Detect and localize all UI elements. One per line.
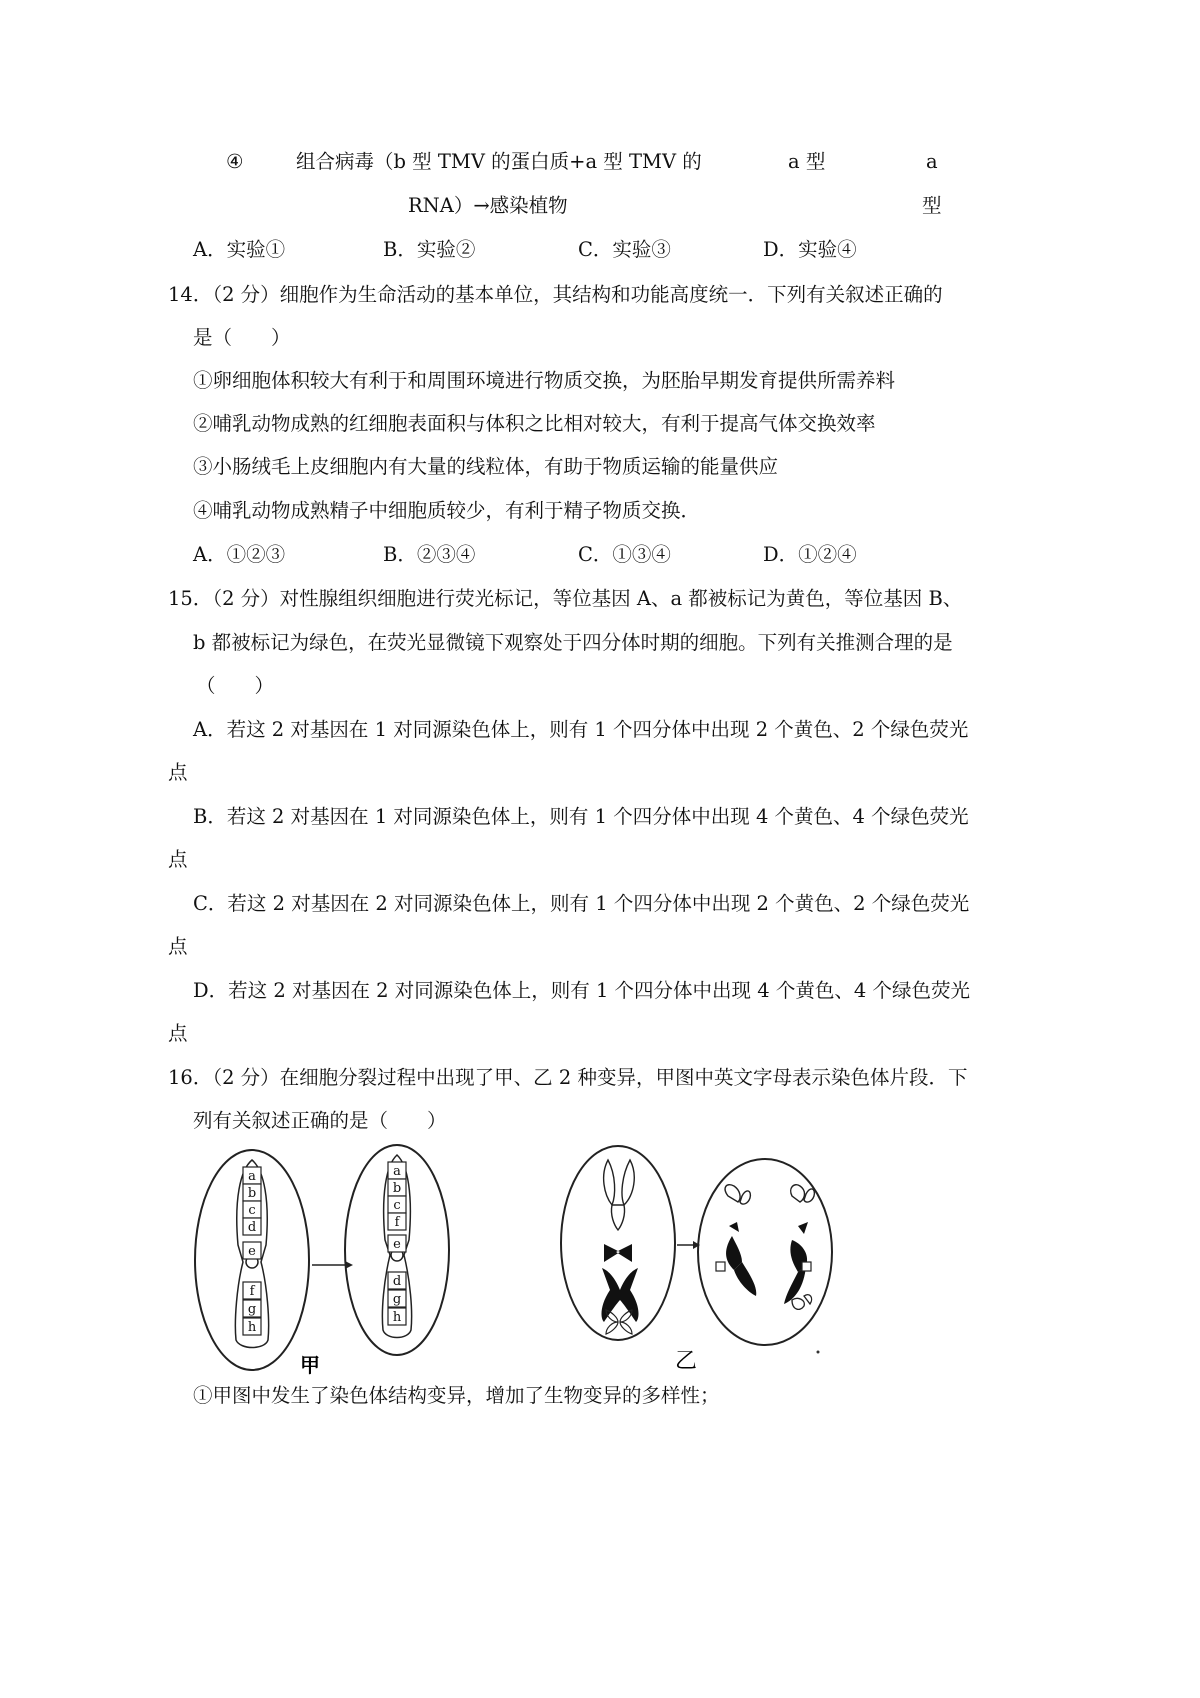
jia-left-segment-label-e: e (248, 1244, 256, 1259)
q15-stem-line3: （ ） (196, 674, 275, 697)
q14-statement-1: ①卵细胞体积较大有利于和周围环境进行物质交换，为胚胎早期发育提供所需养料 (193, 369, 896, 392)
q15-stem-line1: 15．（2 分）对性腺组织细胞进行荧光标记，等位基因 A、a 都被标记为黄色，等位基因 B、 (168, 587, 963, 610)
q14-option-c: C．①③④ (578, 543, 671, 566)
jia-right-segment-label-a: a (393, 1164, 401, 1179)
jia-right-chromosome-segments (388, 1162, 406, 1325)
jia-arrow (312, 1261, 353, 1269)
yi-right-cell (698, 1159, 832, 1345)
jia-left-segment-label-c: c (248, 1203, 256, 1218)
q14-statement-2: ②哺乳动物成熟的红细胞表面积与体积之比相对较大，有利于提高气体交换效率 (193, 412, 876, 435)
table-row-4-number: ④ (226, 150, 244, 173)
q16-stem-line2: 列有关叙述正确的是（ ） (193, 1109, 447, 1132)
jia-right-segment-label-c: c (393, 1198, 401, 1213)
q15-option-d-line1: D．若这 2 对基因在 2 对同源染色体上，则有 1 个四分体中出现 4 个黄色、4 个绿色荧光 (193, 979, 970, 1002)
q15-option-a-line1: A．若这 2 对基因在 1 对同源染色体上，则有 1 个四分体中出现 2 个黄色、2 个绿色荧光 (193, 718, 969, 741)
q14-option-d: D．①②④ (763, 543, 857, 566)
jia-left-segment-label-g: g (247, 1302, 257, 1317)
q16-stem-line1: 16．（2 分）在细胞分裂过程中出现了甲、乙 2 种变异，甲图中英文字母表示染色体片段．下 (168, 1066, 968, 1089)
q14-stem-line2: 是（ ） (193, 326, 291, 349)
jia-left-chromosome-segments (243, 1167, 261, 1335)
jia-right-segment-label-e: e (393, 1237, 401, 1252)
yi-left-cell (561, 1146, 675, 1340)
q15-option-c-line2: 点 (168, 935, 188, 958)
q14-stem-line1: 14．（2 分）细胞作为生命活动的基本单位，其结构和功能高度统一．下列有关叙述正确的 (168, 283, 943, 306)
q13-option-c: C．实验③ (578, 238, 671, 261)
jia-left-segment-label-a: a (248, 1169, 256, 1184)
q15-option-c-line1: C．若这 2 对基因在 2 对同源染色体上，则有 1 个四分体中出现 2 个黄色、2 个绿色荧光 (193, 892, 970, 915)
q15-stem-line2: b 都被标记为绿色，在荧光显微镜下观察处于四分体时期的细胞。下列有关推测合理的是 (193, 631, 953, 654)
jia-left-segment-label-d: d (247, 1220, 257, 1235)
stray-dot (817, 1351, 820, 1354)
table-row-4-description-line2: RNA）→感染植物 (408, 194, 568, 217)
table-row-4-result-col3: a 型 (788, 150, 826, 173)
q15-option-b-line1: B．若这 2 对基因在 1 对同源染色体上，则有 1 个四分体中出现 4 个黄色、4 个绿色荧光 (193, 805, 969, 828)
jia-left-segment-label-b: b (247, 1186, 257, 1201)
q13-option-a: A．实验① (193, 238, 286, 261)
q15-option-d-line2: 点 (168, 1022, 188, 1045)
figure-jia-label: 甲 (300, 1353, 320, 1377)
figure-yi-label: 乙 (675, 1349, 698, 1374)
table-row-4-description-line1: 组合病毒（b 型 TMV 的蛋白质+a 型 TMV 的 (296, 150, 702, 173)
yi-arrow (677, 1241, 700, 1249)
jia-right-segment-label-f: f (394, 1215, 400, 1230)
jia-left-segment-label-f: f (249, 1284, 255, 1299)
q13-option-b: B．实验② (383, 238, 476, 261)
q15-option-b-line2: 点 (168, 848, 188, 871)
q13-option-d: D．实验④ (763, 238, 857, 261)
q14-option-b: B．②③④ (383, 543, 476, 566)
jia-right-segment-label-h: h (392, 1310, 402, 1325)
table-row-4-result-col4-line1: a (926, 150, 938, 173)
jia-right-segment-label-d: d (392, 1274, 402, 1289)
q14-statement-3: ③小肠绒毛上皮细胞内有大量的线粒体，有助于物质运输的能量供应 (193, 455, 779, 478)
jia-right-segment-label-g: g (392, 1292, 402, 1307)
q14-option-a: A．①②③ (193, 543, 286, 566)
q15-option-a-line2: 点 (168, 761, 188, 784)
q16-statement-1: ①甲图中发生了染色体结构变异，增加了生物变异的多样性； (193, 1384, 720, 1407)
jia-left-segment-label-h: h (247, 1320, 257, 1335)
table-row-4-result-col4-line2: 型 (922, 194, 942, 217)
q14-statement-4: ④哺乳动物成熟精子中细胞质较少，有利于精子物质交换． (193, 499, 701, 522)
jia-right-segment-label-b: b (392, 1181, 402, 1196)
